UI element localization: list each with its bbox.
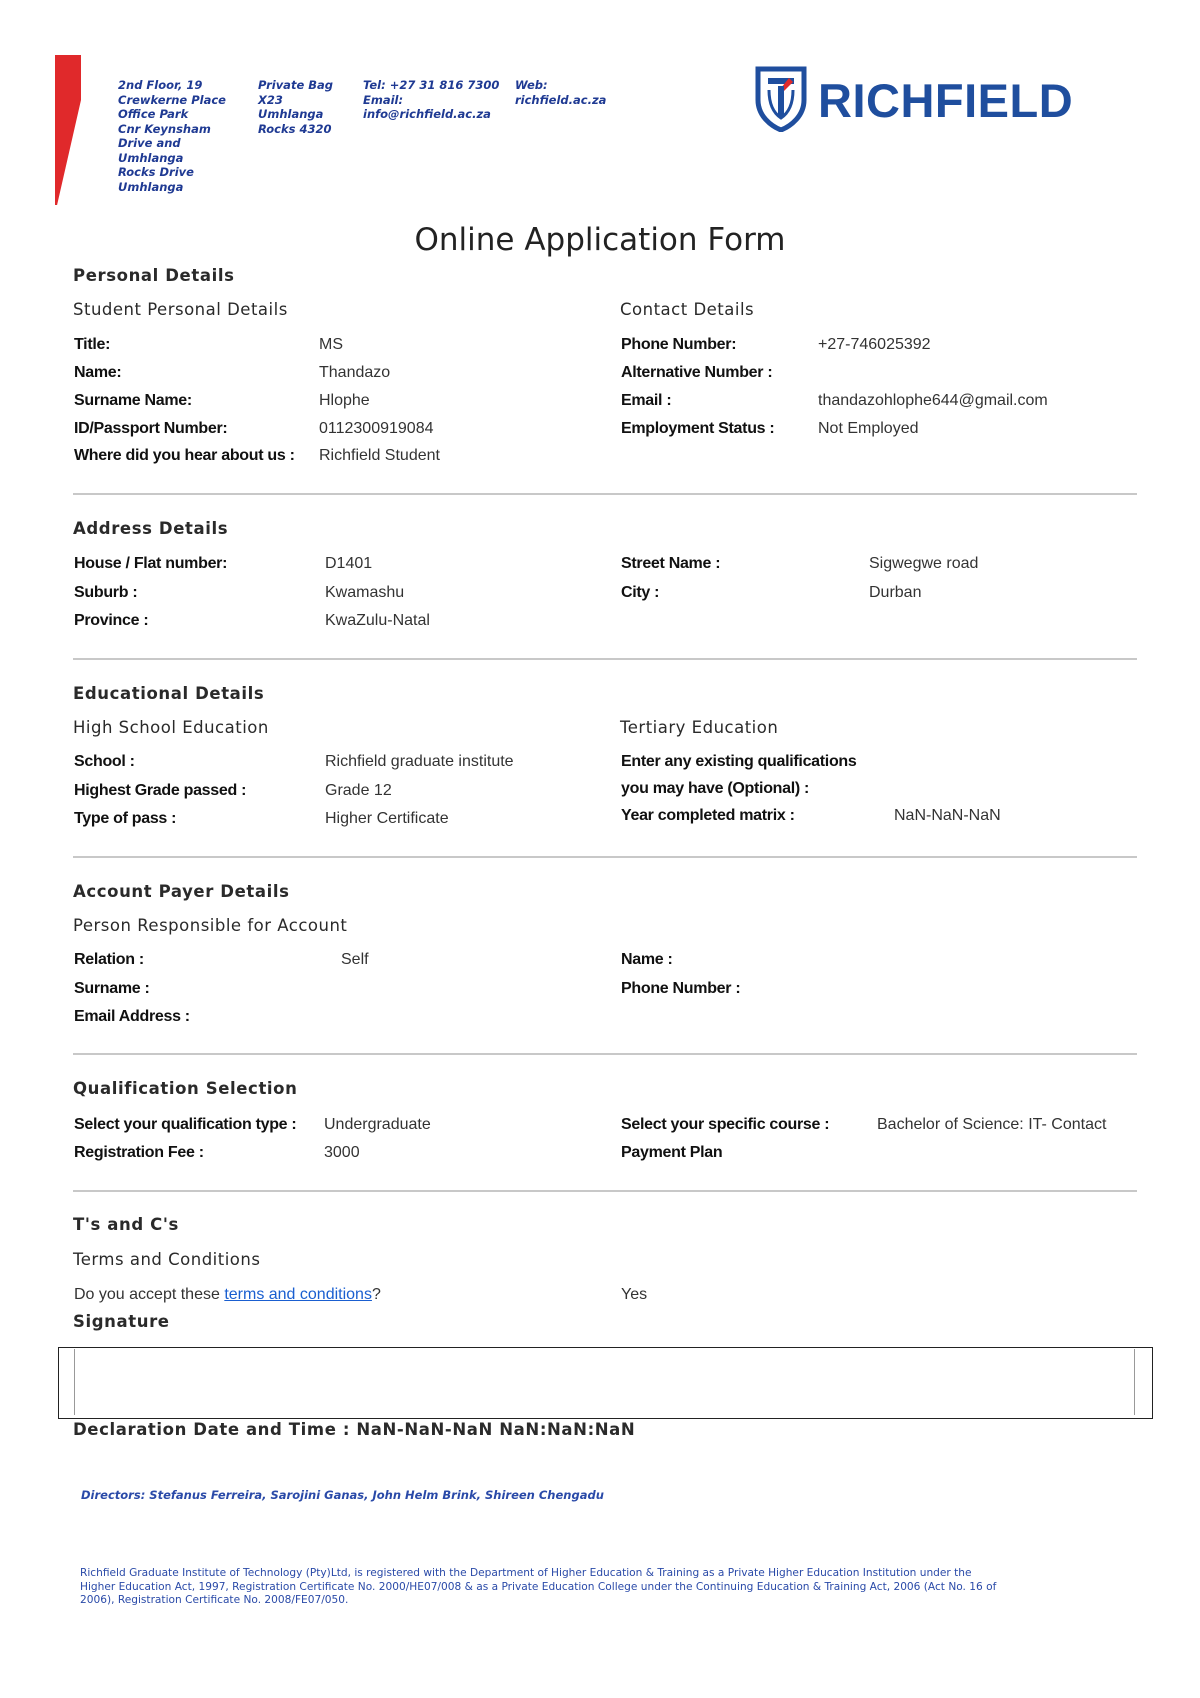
surname-label: Surname Name: [74, 392, 192, 409]
terms-sub-heading: Terms and Conditions [73, 1250, 261, 1269]
terms-question-suffix: ? [371, 1286, 381, 1303]
payment-plan-label: Payment Plan [621, 1144, 723, 1161]
name-value: Thandazo [319, 364, 391, 381]
relation-label: Relation : [74, 951, 144, 968]
responsible-person-heading: Person Responsible for Account [73, 916, 348, 935]
qualification-heading: Qualification Selection [73, 1079, 298, 1098]
terms-question [74, 1286, 381, 1304]
address-details-heading: Address Details [73, 519, 229, 538]
directors-line: Directors: Stefanus Ferreira, Sarojini Ganas, John Helm Brink, Shireen Chengadu [81, 1488, 604, 1502]
section-divider [73, 658, 1137, 660]
phone-value: +27-746025392 [818, 336, 931, 353]
street-name-label: Street Name : [621, 555, 721, 572]
high-school-heading: High School Education [73, 718, 269, 737]
existing-qualifications-label: Enter any existing qualifications [621, 753, 857, 770]
id-number-label: ID/Passport Number: [74, 420, 228, 437]
employment-label: Employment Status : [621, 420, 775, 437]
header-postal: Private Bag X23 Umhlanga Rocks 4320 [258, 78, 334, 136]
school-value: Richfield graduate institute [325, 753, 514, 770]
employment-value: Not Employed [818, 420, 919, 437]
school-label: School : [74, 753, 135, 770]
personal-details-heading: Personal Details [73, 266, 235, 285]
alt-phone-label: Alternative Number : [621, 364, 773, 381]
page-title: Online Application Form [414, 222, 786, 258]
street-name-value: Sigwegwe road [869, 555, 979, 572]
terms-answer: Yes [621, 1286, 648, 1303]
education-details-heading: Educational Details [73, 684, 265, 703]
name-label: Name: [74, 364, 122, 381]
house-number-label: House / Flat number: [74, 555, 228, 572]
section-divider [73, 1053, 1137, 1055]
year-completed-value: NaN-NaN-NaN [894, 807, 1001, 824]
student-personal-heading: Student Personal Details [73, 300, 288, 319]
relation-value: Self [341, 951, 369, 968]
suburb-label: Suburb : [74, 584, 138, 601]
surname-value: Hlophe [319, 392, 370, 409]
highest-grade-label: Highest Grade passed : [74, 782, 247, 799]
payer-details-heading: Account Payer Details [73, 882, 290, 901]
referral-label: Where did you hear about us : [74, 447, 295, 464]
province-label: Province : [74, 612, 149, 629]
email-label: Email : [621, 392, 672, 409]
qualification-type-label: Select your qualification type : [74, 1116, 297, 1133]
pass-type-value: Higher Certificate [325, 810, 449, 827]
payer-surname-label: Surname : [74, 980, 150, 997]
terms-question-prefix: Do you accept these [74, 1286, 225, 1303]
course-value: Bachelor of Science: IT- Contact [877, 1116, 1107, 1133]
header-contact: Tel: +27 31 816 7300 Email: info@richfield.ac.za [363, 78, 500, 121]
city-value: Durban [869, 584, 922, 601]
referral-value: Richfield Student [319, 447, 440, 464]
registration-fee-value: 3000 [324, 1144, 360, 1161]
title-value: MS [319, 336, 343, 353]
contact-details-heading: Contact Details [620, 300, 755, 319]
signature-heading: Signature [73, 1312, 170, 1331]
province-value: KwaZulu-Natal [325, 612, 430, 629]
declaration-date: Declaration Date and Time : NaN-NaN-NaN NaN:NaN:NaN [73, 1420, 636, 1439]
header-web: Web: richfield.ac.za [515, 78, 607, 107]
year-completed-label: Year completed matrix : [621, 807, 795, 824]
signature-area [74, 1349, 1135, 1415]
section-divider [73, 493, 1137, 495]
phone-label: Phone Number: [621, 336, 737, 353]
suburb-value: Kwamashu [325, 584, 405, 601]
house-number-value: D1401 [325, 555, 373, 572]
email-value: thandazohlophe644@gmail.com [818, 392, 1048, 409]
city-label: City : [621, 584, 660, 601]
section-divider [73, 1190, 1137, 1192]
payer-email-label: Email Address : [74, 1008, 190, 1025]
pass-type-label: Type of pass : [74, 810, 177, 827]
terms-heading: T's and C's [73, 1215, 179, 1234]
tertiary-heading: Tertiary Education [620, 718, 779, 737]
qualification-type-value: Undergraduate [324, 1116, 431, 1133]
shield-logo-icon [755, 66, 807, 132]
payer-phone-label: Phone Number : [621, 980, 741, 997]
section-divider [73, 856, 1137, 858]
title-label: Title: [74, 336, 111, 353]
highest-grade-value: Grade 12 [325, 782, 392, 799]
legal-notice: Richfield Graduate Institute of Technology (Pty)Ltd, is registered with the Department of Higher Education & Training as a Private Higher Education Institution under the Higher Education Act, 1997, Registration Certificate No. 2000/HE07/008 & as a Private Education College under the Continuing Education & Training Act, 2006 (Act No. 16 of 2006), Registration Certificate No. 2008/FE07/050. [80, 1567, 997, 1606]
terms-link[interactable]: terms and conditions [224, 1286, 372, 1303]
accent-bar [55, 55, 81, 205]
id-number-value: 0112300919084 [319, 420, 434, 437]
existing-qualifications-label-cont: you may have (Optional) : [621, 780, 810, 797]
brand-logo-text: RICHFIELD [818, 74, 1074, 127]
course-label: Select your specific course : [621, 1116, 830, 1133]
header-address: 2nd Floor, 19 Crewkerne Place Office Park Cnr Keynsham Drive and Umhlanga Rocks Drive Umhlanga [118, 78, 226, 194]
payer-name-label: Name : [621, 951, 673, 968]
registration-fee-label: Registration Fee : [74, 1144, 204, 1161]
